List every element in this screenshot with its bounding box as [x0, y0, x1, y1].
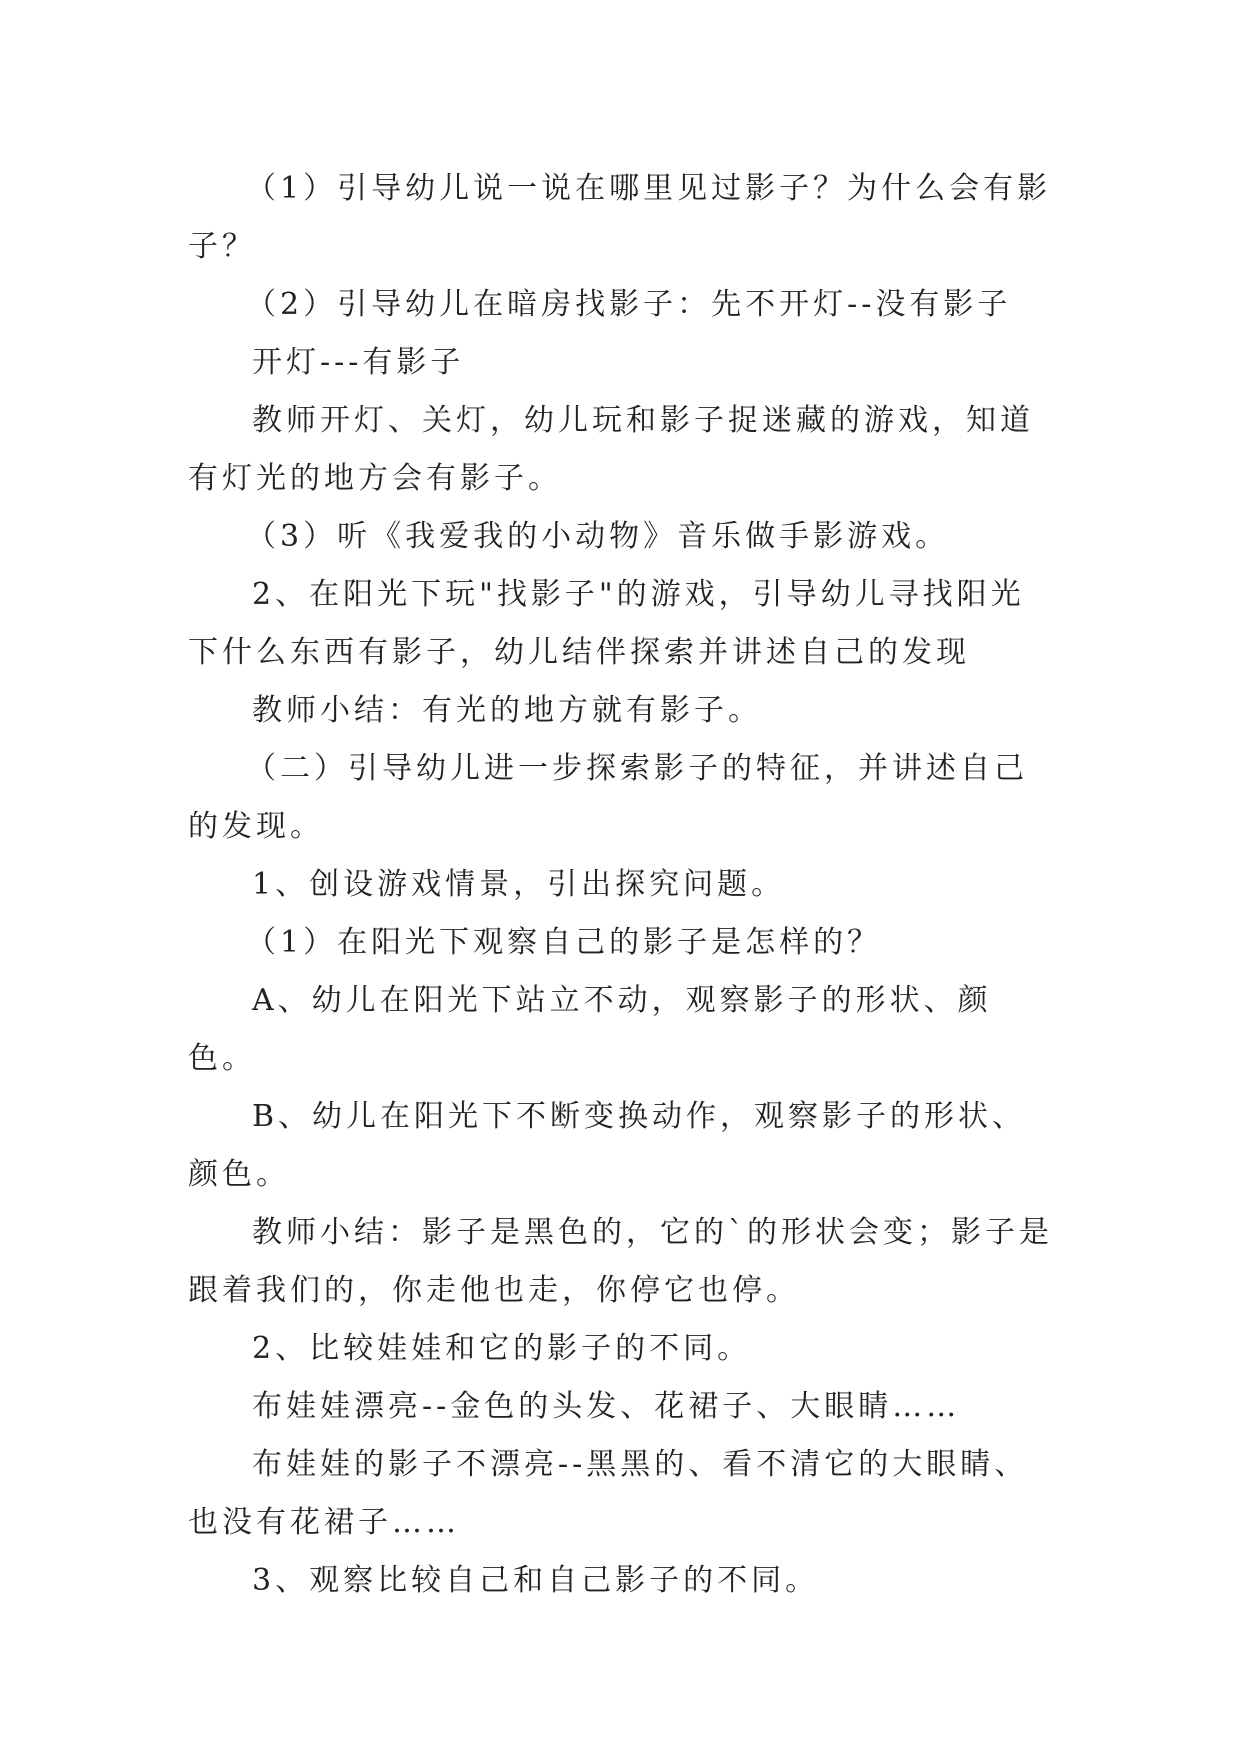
paragraph: B、幼儿在阳光下不断变换动作，观察影子的形状、颜色。 — [188, 1099, 1027, 1192]
paragraph: 教师小结：影子是黑色的，它的`的形状会变；影子是跟着我们的，你走他也走，你停它也停。 — [188, 1215, 1053, 1308]
paragraph: 2、比较娃娃和它的影子的不同。 — [252, 1331, 752, 1366]
paragraph: （1）引导幼儿说一说在哪里见过影子？为什么会有影子？ — [188, 171, 1052, 264]
paragraph: 布娃娃漂亮--金色的头发、花裙子、大眼睛…… — [252, 1389, 961, 1424]
paragraph: （2）引导幼儿在暗房找影子：先不开灯--没有影子 — [246, 287, 1012, 322]
document-body — [188, 160, 1058, 1610]
paragraph: （1）在阳光下观察自己的影子是怎样的？ — [246, 925, 882, 960]
paragraph: A、幼儿在阳光下站立不动，观察影子的形状、颜色。 — [188, 983, 992, 1076]
paragraph: （二）引导幼儿进一步探索影子的特征，并讲述自己的发现。 — [188, 751, 1028, 844]
paragraph: 教师小结：有光的地方就有影子。 — [252, 693, 762, 728]
paragraph: 开灯---有影子 — [252, 345, 465, 380]
paragraph: 3、观察比较自己和自己影子的不同。 — [252, 1563, 820, 1598]
paragraph: 1、创设游戏情景，引出探究问题。 — [252, 867, 786, 902]
paragraph: 教师开灯、关灯，幼儿玩和影子捉迷藏的游戏，知道有灯光的地方会有影子。 — [188, 403, 1034, 496]
paragraph: （3）听《我爱我的小动物》音乐做手影游戏。 — [246, 519, 950, 554]
paragraph: 2、在阳光下玩"找影子"的游戏，引导幼儿寻找阳光下什么东西有影子，幼儿结伴探索并讲述自己的发现 — [188, 577, 1025, 670]
paragraph: 布娃娃的影子不漂亮--黑黑的、看不清它的大眼睛、也没有花裙子…… — [188, 1447, 1029, 1540]
